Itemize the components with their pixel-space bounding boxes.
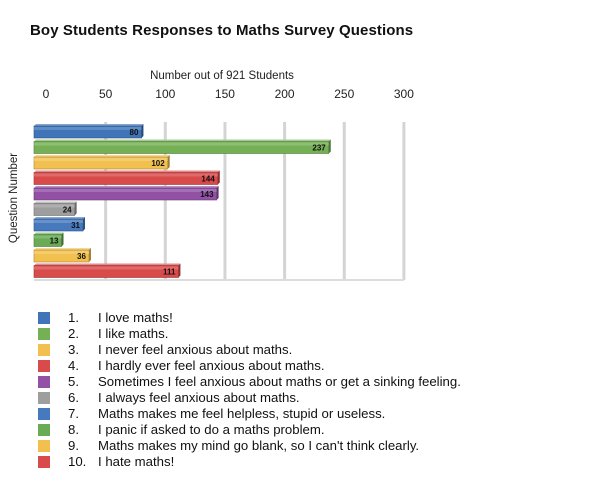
x-tick-label: 100 bbox=[155, 87, 176, 101]
legend-label: I hardly ever feel anxious about maths. bbox=[98, 358, 325, 373]
bar-value-label: 143 bbox=[200, 190, 214, 199]
legend-number: 1. bbox=[68, 310, 79, 325]
bar-value-label: 237 bbox=[312, 143, 326, 153]
legend-item bbox=[38, 326, 461, 342]
legend-label: I love maths! bbox=[98, 310, 173, 325]
x-axis-label: Number out of 921 Students bbox=[150, 70, 294, 82]
bar-value-label: 31 bbox=[71, 221, 80, 230]
legend-item bbox=[38, 422, 461, 438]
legend-label: Maths makes me feel helpless, stupid or useless. bbox=[98, 406, 386, 421]
bar-value-label: 102 bbox=[151, 159, 165, 168]
legend-swatch bbox=[38, 344, 50, 356]
gridline-250 bbox=[343, 122, 346, 280]
legend-item bbox=[38, 342, 461, 358]
legend-number: 10. bbox=[68, 454, 87, 469]
legend-item bbox=[38, 438, 461, 454]
bar bbox=[34, 264, 180, 278]
legend-swatch bbox=[38, 408, 50, 420]
bar bbox=[34, 171, 220, 185]
legend-label: I never feel anxious about maths. bbox=[98, 342, 293, 357]
bar bbox=[34, 140, 331, 154]
x-tick-labels bbox=[43, 87, 415, 101]
bar-value-label: 36 bbox=[77, 252, 86, 261]
x-tick-label: 50 bbox=[98, 87, 113, 101]
legend-item bbox=[38, 358, 461, 374]
bar-value-label: 13 bbox=[49, 236, 59, 246]
x-tick-label: 200 bbox=[274, 87, 295, 101]
bar-value-label: 24 bbox=[62, 205, 72, 215]
y-axis-label: Question Number bbox=[8, 152, 20, 244]
legend-number: 4. bbox=[68, 358, 79, 373]
legend-swatch bbox=[38, 392, 50, 404]
legend-label: I like maths. bbox=[98, 326, 169, 341]
x-tick-label: 150 bbox=[214, 87, 235, 101]
x-tick-label: 300 bbox=[393, 87, 414, 101]
bar bbox=[34, 124, 143, 138]
legend-item bbox=[38, 406, 461, 422]
legend-label: I panic if asked to do a maths problem. bbox=[98, 422, 325, 437]
x-tick-label: 250 bbox=[334, 87, 355, 101]
legend-number: 5. bbox=[68, 374, 79, 389]
legend-swatch bbox=[38, 424, 50, 436]
legend-label: I always feel anxious about maths. bbox=[98, 390, 300, 405]
legend-number: 9. bbox=[68, 438, 79, 453]
legend-number: 7. bbox=[68, 406, 79, 421]
legend-label: Maths makes my mind go blank, so I can't think clearly. bbox=[98, 438, 420, 453]
legend-item bbox=[38, 390, 461, 406]
legend-swatch bbox=[38, 456, 50, 468]
chart-title: Boy Students Responses to Maths Survey Questions bbox=[30, 22, 414, 39]
bar-value-label: 111 bbox=[162, 267, 176, 277]
legend-item bbox=[38, 454, 461, 470]
legend-number: 6. bbox=[68, 390, 79, 405]
legend-swatch bbox=[38, 360, 50, 372]
legend-swatch bbox=[38, 328, 50, 340]
legend-swatch bbox=[38, 440, 50, 452]
legend-number: 3. bbox=[68, 342, 79, 357]
legend-swatch bbox=[38, 376, 50, 388]
bar-value-label: 80 bbox=[129, 128, 139, 137]
legend-label: I hate maths! bbox=[98, 454, 175, 469]
legend bbox=[38, 310, 461, 470]
legend-number: 8. bbox=[68, 422, 79, 437]
legend-item bbox=[38, 310, 461, 326]
x-tick-label: 0 bbox=[42, 87, 50, 101]
legend-number: 2. bbox=[68, 326, 79, 341]
legend-label: Sometimes I feel anxious about maths or get a sinking feeling. bbox=[98, 374, 461, 389]
legend-item bbox=[38, 374, 461, 390]
bar bbox=[34, 186, 219, 200]
legend-swatch bbox=[38, 312, 50, 324]
bar-value-label: 144 bbox=[201, 174, 215, 184]
gridline-300 bbox=[402, 122, 405, 280]
chart-floor bbox=[34, 279, 404, 281]
bar bbox=[34, 155, 170, 169]
